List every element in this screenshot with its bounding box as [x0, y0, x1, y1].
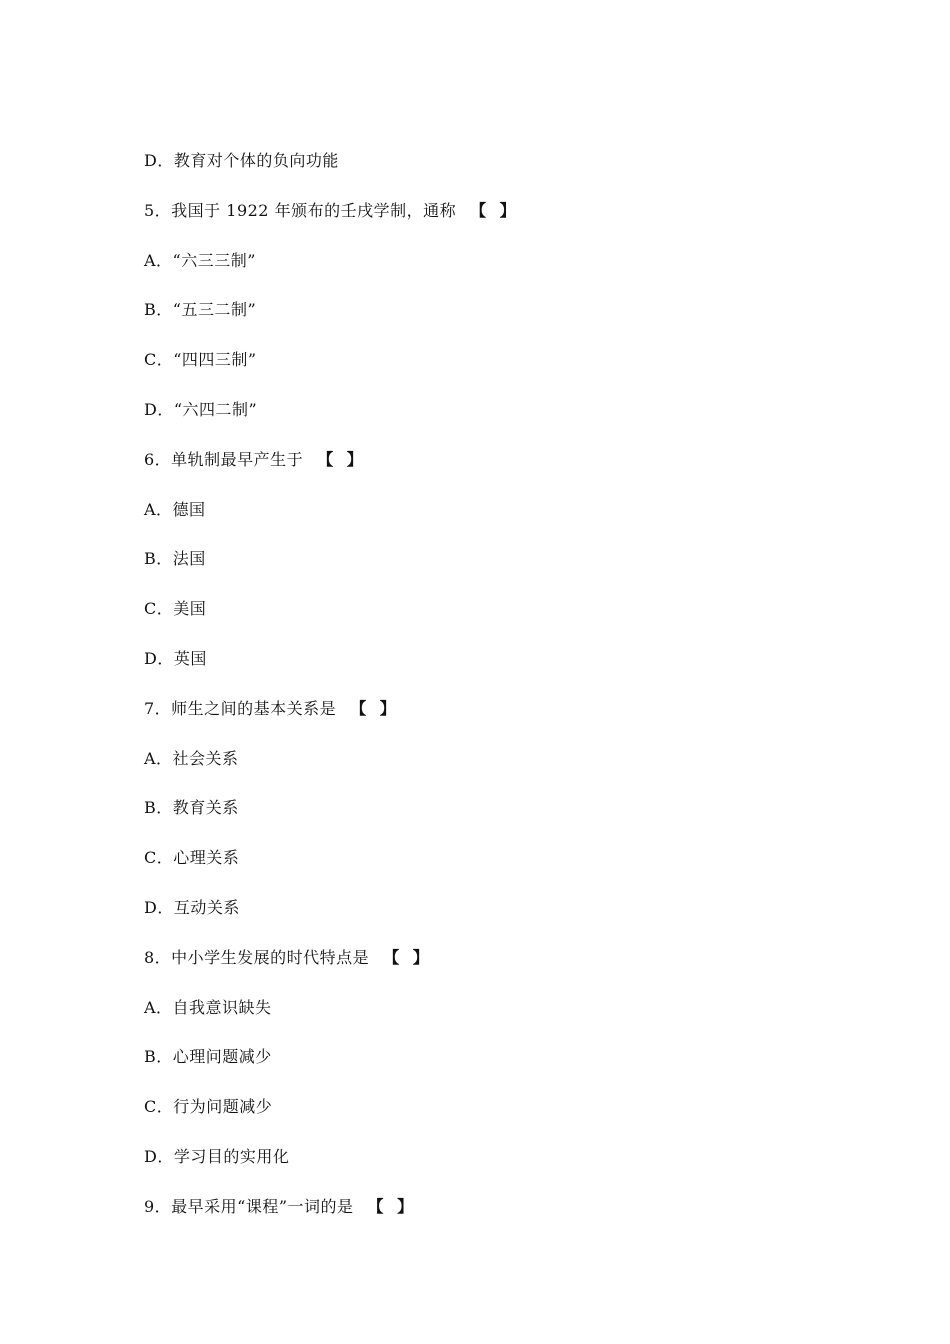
question-text: 7．师生之间的基本关系是	[144, 699, 337, 718]
option-6c	[144, 599, 206, 619]
question-text: 9．最早采用“课程”一词的是	[144, 1197, 354, 1216]
question-text: 5．我国于 1922 年颁布的壬戌学制，通称	[144, 201, 457, 220]
option-5a	[144, 251, 256, 271]
question-9	[144, 1197, 417, 1217]
option-text: D．教育对个体的负向功能	[144, 151, 339, 170]
option-6b	[144, 549, 206, 569]
option-text: A．自我意识缺失	[144, 998, 272, 1017]
answer-bracket: 【 】	[367, 1197, 418, 1216]
answer-bracket: 【 】	[317, 450, 367, 469]
question-5	[144, 201, 520, 221]
option-text: D．学习目的实用化	[144, 1147, 290, 1166]
option-text: D．英国	[144, 649, 207, 668]
answer-bracket: 【 】	[470, 201, 520, 220]
option-5b	[144, 300, 256, 320]
option-8d	[144, 1147, 289, 1167]
option-text: B．法国	[144, 549, 206, 568]
option-text: D．“六四二制”	[144, 400, 258, 419]
option-text: B．心理问题减少	[144, 1047, 272, 1066]
question-8	[144, 948, 433, 968]
question-text: 6．单轨制最早产生于	[144, 450, 304, 469]
option-text: A．德国	[144, 500, 206, 519]
option-7a	[144, 749, 239, 769]
option-7d	[144, 898, 240, 918]
option-5c	[144, 350, 257, 370]
option-text: C．心理关系	[144, 848, 240, 867]
option-text: C．美国	[144, 599, 207, 618]
option-text: A．社会关系	[144, 749, 239, 768]
question-6	[144, 450, 367, 470]
option-6a	[144, 500, 206, 520]
option-8b	[144, 1047, 272, 1067]
option-text: B．教育关系	[144, 798, 239, 817]
option-text: C．行为问题减少	[144, 1097, 273, 1116]
answer-bracket: 【 】	[350, 699, 400, 718]
option-8a	[144, 998, 272, 1018]
option-text: C．“四四三制”	[144, 350, 257, 369]
option-text: A．“六三三制”	[144, 251, 256, 270]
option-7c	[144, 848, 239, 868]
option-5d	[144, 400, 257, 420]
option-8c	[144, 1097, 272, 1117]
option-text: B．“五三二制”	[144, 300, 257, 319]
answer-bracket: 【 】	[383, 948, 433, 967]
option-6d	[144, 649, 207, 669]
option-4d	[144, 151, 339, 171]
option-text: D．互动关系	[144, 898, 240, 917]
question-7	[144, 699, 400, 719]
option-7b	[144, 798, 239, 818]
question-text: 8．中小学生发展的时代特点是	[144, 948, 370, 967]
